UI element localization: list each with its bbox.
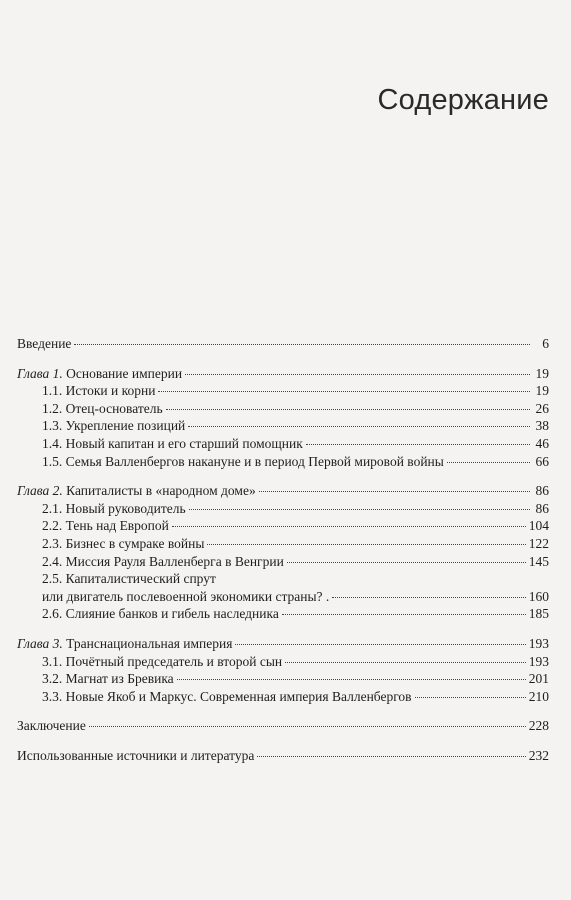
dot-leader xyxy=(189,509,530,510)
toc-entry-label: Заключение xyxy=(17,718,86,734)
toc-section-label: 1.1. Истоки и корни xyxy=(42,383,156,399)
toc-section-label-continued: или двигатель послевоенной экономики страны? . xyxy=(42,588,330,604)
toc-section-2-5-line1[interactable] xyxy=(0,570,571,588)
toc-intro-block xyxy=(0,335,571,353)
toc-entry-label: Использованные источники и литература xyxy=(17,747,255,763)
table-of-contents xyxy=(0,335,571,776)
toc-page-number: 38 xyxy=(535,418,549,434)
toc-page-number: 228 xyxy=(528,718,549,734)
dot-leader xyxy=(447,462,530,463)
toc-section-1-4[interactable] xyxy=(0,435,571,453)
toc-chapter-3-block xyxy=(0,635,571,705)
toc-page-number: 86 xyxy=(535,500,549,516)
toc-page-number: 19 xyxy=(535,383,549,399)
dot-leader xyxy=(74,344,530,345)
dot-leader xyxy=(158,391,530,392)
dot-leader xyxy=(257,756,525,757)
dot-leader xyxy=(332,597,525,598)
toc-section-label: 2.2. Тень над Европой xyxy=(42,518,169,534)
toc-page-number: 145 xyxy=(528,553,549,569)
toc-section-1-3[interactable] xyxy=(0,417,571,435)
page-title: Содержание xyxy=(377,84,549,116)
toc-section-1-2[interactable] xyxy=(0,400,571,418)
chapter-prefix: Глава 1. xyxy=(17,365,63,381)
toc-chapter-1[interactable] xyxy=(0,365,571,383)
toc-section-1-5[interactable] xyxy=(0,453,571,471)
toc-page-number: 193 xyxy=(528,653,549,669)
toc-section-label: 2.6. Слияние банков и гибель наследника xyxy=(42,606,279,622)
toc-section-2-3[interactable] xyxy=(0,535,571,553)
toc-section-2-1[interactable] xyxy=(0,500,571,518)
dot-leader xyxy=(207,544,525,545)
toc-page-number: 160 xyxy=(528,588,549,604)
toc-section-label: 2.5. Капиталистический спрут xyxy=(42,571,216,587)
dot-leader xyxy=(235,644,525,645)
toc-section-label: 1.5. Семья Валленбергов накануне и в период Первой мировой войны xyxy=(42,453,444,469)
dot-leader xyxy=(259,491,530,492)
toc-section-3-2[interactable] xyxy=(0,670,571,688)
toc-section-label: 1.3. Укрепление позиций xyxy=(42,418,186,434)
chapter-prefix: Глава 3. xyxy=(17,635,63,651)
toc-section-label: 2.4. Миссия Рауля Валленберга в Венгрии xyxy=(42,553,284,569)
dot-leader xyxy=(285,662,526,663)
dot-leader xyxy=(415,697,526,698)
toc-section-2-5-line2[interactable] xyxy=(0,588,571,606)
toc-entry-intro[interactable] xyxy=(0,335,571,353)
toc-section-label: 2.1. Новый руководитель xyxy=(42,500,186,516)
toc-section-3-3[interactable] xyxy=(0,688,571,706)
toc-chapter-2[interactable] xyxy=(0,482,571,500)
toc-page-number: 210 xyxy=(528,688,549,704)
toc-page-number: 86 xyxy=(535,483,549,499)
toc-entry-label: Введение xyxy=(17,336,72,351)
toc-conclusion-block xyxy=(0,717,571,735)
toc-section-2-6[interactable] xyxy=(0,605,571,623)
toc-page-number: 232 xyxy=(528,747,549,763)
dot-leader xyxy=(188,426,530,427)
dot-leader xyxy=(306,444,530,445)
toc-page-number: 201 xyxy=(528,671,549,687)
toc-section-3-1[interactable] xyxy=(0,653,571,671)
toc-sources-block xyxy=(0,747,571,765)
dot-leader xyxy=(185,374,530,375)
toc-chapter-3[interactable] xyxy=(0,635,571,653)
dot-leader xyxy=(177,679,526,680)
chapter-title: Капиталисты в «народном доме» xyxy=(66,483,256,499)
toc-section-2-2[interactable] xyxy=(0,517,571,535)
toc-page-number: 19 xyxy=(535,365,549,381)
toc-section-label: 3.2. Магнат из Бревика xyxy=(42,671,174,687)
dot-leader xyxy=(282,614,526,615)
toc-chapter-2-block xyxy=(0,482,571,623)
toc-page-number: 185 xyxy=(528,606,549,622)
toc-page-number: 193 xyxy=(528,635,549,651)
toc-section-label: 1.4. Новый капитан и его старший помощник xyxy=(42,435,303,451)
toc-section-label: 3.1. Почётный председатель и второй сын xyxy=(42,653,283,669)
toc-section-label: 2.3. Бизнес в сумраке войны xyxy=(42,535,205,551)
dot-leader xyxy=(89,726,526,727)
toc-entry-conclusion[interactable] xyxy=(0,717,571,735)
chapter-title: Транснациональная империя xyxy=(66,635,233,651)
dot-leader xyxy=(166,409,530,410)
toc-page-number: 104 xyxy=(528,518,549,534)
toc-page-number: 46 xyxy=(535,435,549,451)
toc-entry-sources[interactable] xyxy=(0,747,571,765)
dot-leader xyxy=(172,526,526,527)
chapter-title: Основание империи xyxy=(66,365,183,381)
toc-section-label: 1.2. Отец-основатель xyxy=(42,400,163,416)
toc-chapter-1-block xyxy=(0,365,571,471)
toc-section-1-1[interactable] xyxy=(0,382,571,400)
toc-page-number: 26 xyxy=(535,400,549,416)
toc-page-number: 6 xyxy=(542,336,549,351)
toc-page-number: 66 xyxy=(535,453,549,469)
dot-leader xyxy=(287,562,526,563)
toc-page-number: 122 xyxy=(528,535,549,551)
toc-section-label: 3.3. Новые Якоб и Маркус. Современная империя Валленбергов xyxy=(42,688,412,704)
toc-section-2-4[interactable] xyxy=(0,553,571,571)
chapter-prefix: Глава 2. xyxy=(17,483,63,499)
